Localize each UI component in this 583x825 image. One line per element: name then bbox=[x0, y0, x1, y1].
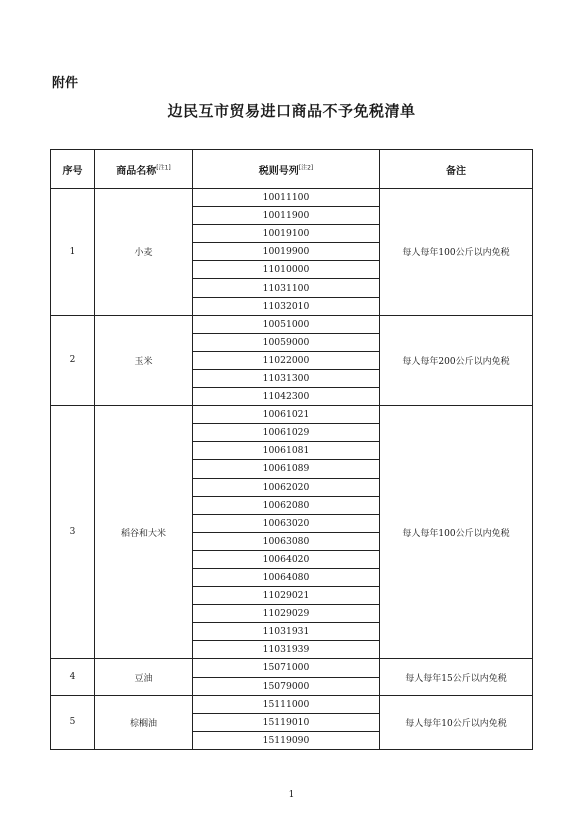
tariff-code-cell: 11032010 bbox=[193, 297, 380, 315]
tariff-code-cell: 10061081 bbox=[193, 442, 380, 460]
tariff-code-cell: 10019900 bbox=[193, 243, 380, 261]
tariff-code-cell: 10019100 bbox=[193, 225, 380, 243]
name-note: [注1] bbox=[156, 164, 171, 172]
tax-list-table bbox=[50, 149, 533, 750]
row-product-name: 稻谷和大米 bbox=[95, 406, 193, 659]
row-product-name: 小麦 bbox=[95, 189, 193, 316]
tariff-code-cell: 10061021 bbox=[193, 406, 380, 424]
row-remark: 每人每年200公斤以内免税 bbox=[380, 315, 533, 405]
tariff-code-cell: 10061029 bbox=[193, 424, 380, 442]
header-code: 税则号列[注2] bbox=[193, 150, 380, 189]
code-note: [注2] bbox=[298, 164, 314, 172]
tariff-code-cell: 11042300 bbox=[193, 388, 380, 406]
page-number: 1 bbox=[288, 790, 295, 800]
table-row bbox=[51, 189, 533, 207]
tariff-code-cell: 11031939 bbox=[193, 641, 380, 659]
tariff-code-cell: 11010000 bbox=[193, 261, 380, 279]
row-seq: 5 bbox=[51, 695, 95, 749]
header-seq: 序号 bbox=[51, 150, 95, 189]
tariff-code-cell: 15119090 bbox=[193, 731, 380, 749]
tariff-code-cell: 10061089 bbox=[193, 460, 380, 478]
tariff-code-cell: 10051000 bbox=[193, 315, 380, 333]
tariff-code-cell: 11031300 bbox=[193, 369, 380, 387]
tariff-code-cell: 11029029 bbox=[193, 605, 380, 623]
row-remark: 每人每年10公斤以内免税 bbox=[380, 695, 533, 749]
table-row bbox=[51, 315, 533, 333]
tariff-code-cell: 10011900 bbox=[193, 207, 380, 225]
row-product-name: 棕榈油 bbox=[95, 695, 193, 749]
tariff-code-cell: 10063020 bbox=[193, 514, 380, 532]
header-remark: 备注 bbox=[380, 150, 533, 189]
tariff-code-cell: 11022000 bbox=[193, 351, 380, 369]
tariff-code-cell: 10011100 bbox=[193, 189, 380, 207]
tariff-code-cell: 10064020 bbox=[193, 550, 380, 568]
row-product-name: 玉米 bbox=[95, 315, 193, 405]
tariff-code-cell: 11031931 bbox=[193, 623, 380, 641]
table-body bbox=[51, 189, 533, 750]
tariff-code-cell: 15071000 bbox=[193, 659, 380, 677]
tariff-code-cell: 15119010 bbox=[193, 713, 380, 731]
document-title: 边民互市贸易进口商品不予免税清单 bbox=[167, 102, 416, 120]
tariff-code-cell: 10059000 bbox=[193, 333, 380, 351]
attachment-label: 附件 bbox=[52, 76, 79, 91]
tariff-code-cell: 15111000 bbox=[193, 695, 380, 713]
tariff-code-cell: 10063080 bbox=[193, 532, 380, 550]
row-seq: 4 bbox=[51, 659, 95, 695]
tariff-code-cell: 10064080 bbox=[193, 568, 380, 586]
header-name: 商品名称[注1] bbox=[95, 150, 193, 189]
header-row bbox=[51, 150, 533, 189]
row-product-name: 豆油 bbox=[95, 659, 193, 695]
tariff-code-cell: 11031100 bbox=[193, 279, 380, 297]
tariff-code-cell: 15079000 bbox=[193, 677, 380, 695]
table-row bbox=[51, 695, 533, 713]
row-remark: 每人每年100公斤以内免税 bbox=[380, 406, 533, 659]
row-seq: 2 bbox=[51, 315, 95, 405]
table-row bbox=[51, 406, 533, 424]
row-remark: 每人每年15公斤以内免税 bbox=[380, 659, 533, 695]
tariff-code-cell: 10062080 bbox=[193, 496, 380, 514]
tariff-code-cell: 10062020 bbox=[193, 478, 380, 496]
table-row bbox=[51, 659, 533, 677]
tariff-code-cell: 11029021 bbox=[193, 587, 380, 605]
row-seq: 3 bbox=[51, 406, 95, 659]
row-seq: 1 bbox=[51, 189, 95, 316]
row-remark: 每人每年100公斤以内免税 bbox=[380, 189, 533, 316]
